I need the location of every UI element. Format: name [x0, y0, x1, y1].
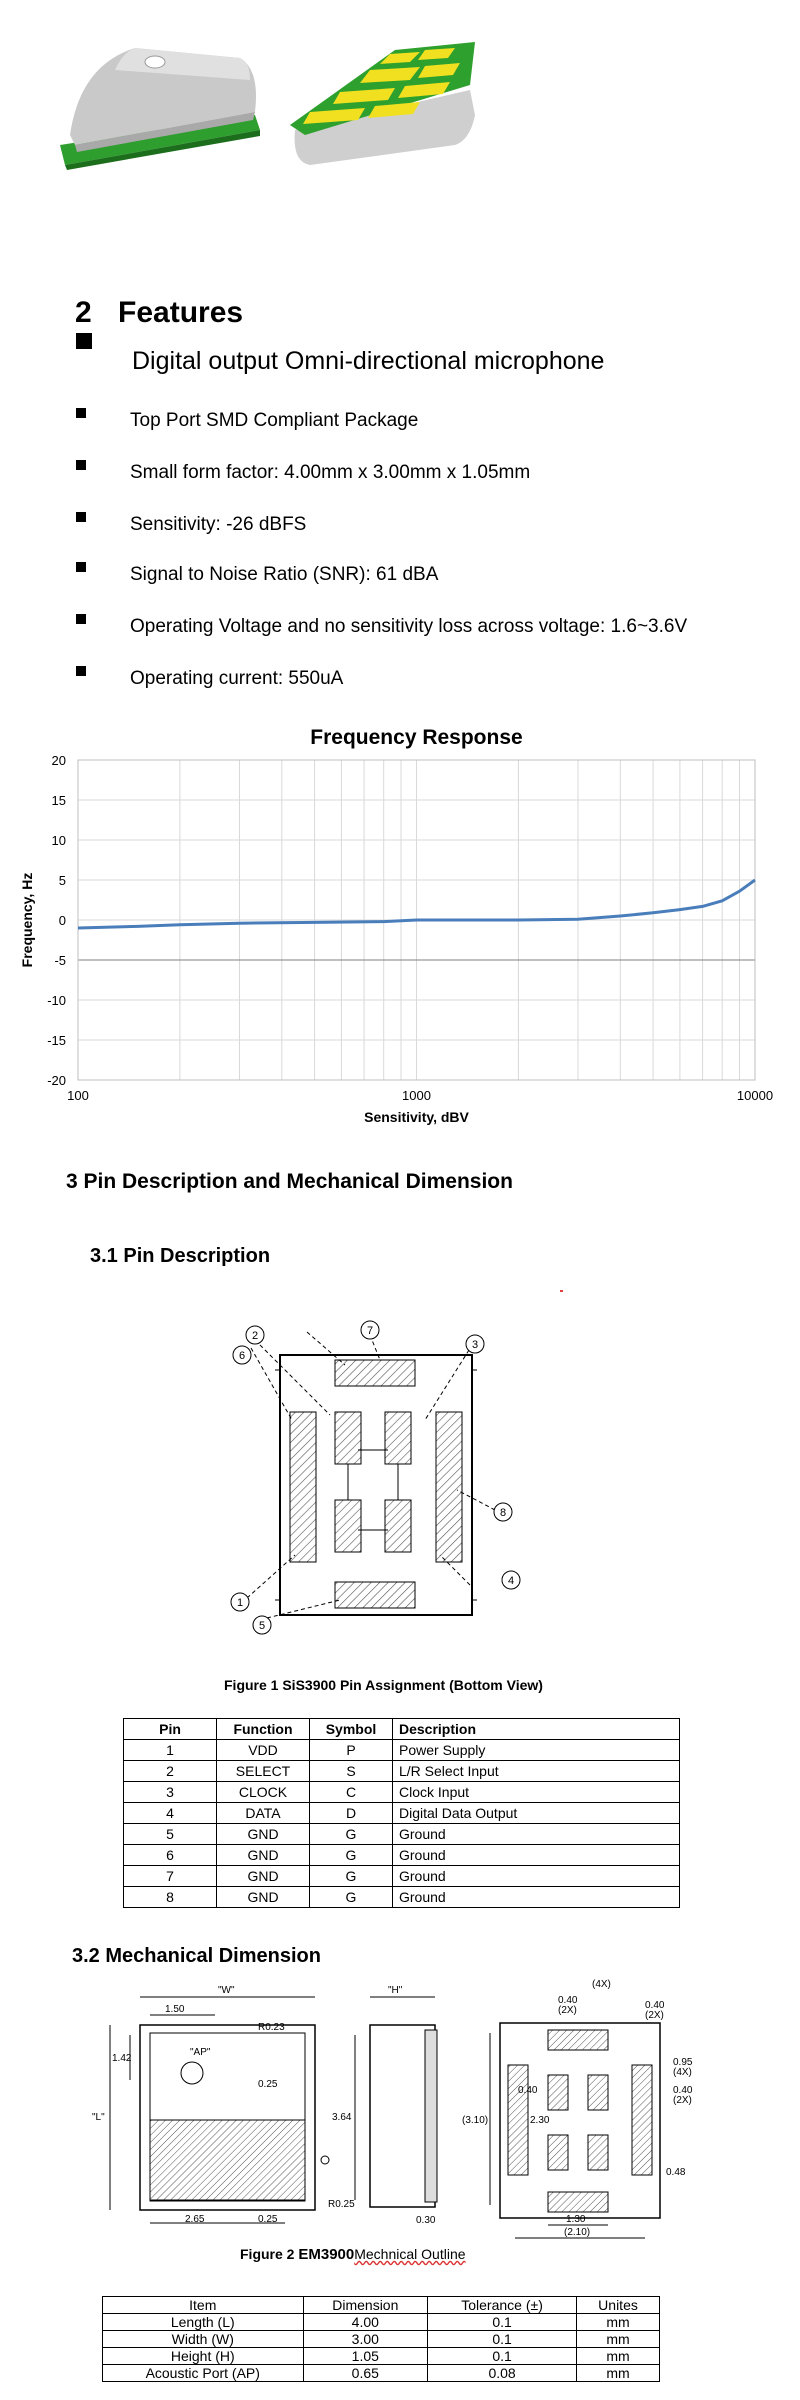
mechanical-outline-drawing: [70, 1975, 710, 2245]
figure1-caption: Figure 1 SiS3900 Pin Assignment (Bottom View): [224, 1677, 543, 1693]
dimension-table: [102, 2296, 660, 2382]
table-cell: Clock Input: [393, 1782, 680, 1803]
y-tick-label: -15: [47, 1033, 66, 1048]
col-function: Function: [217, 1719, 310, 1740]
table-row: [124, 1845, 680, 1866]
mech-label: (4X): [592, 1979, 611, 1990]
table-cell: Length (L): [103, 2314, 304, 2331]
section3-title: 3 Pin Description and Mechanical Dimension: [66, 1170, 513, 1193]
table-cell: G: [310, 1845, 393, 1866]
pin-callout-label: 1: [236, 1597, 244, 1609]
table-cell: 4.00: [303, 2314, 428, 2331]
bullet-icon: [76, 562, 86, 572]
table-cell: D: [310, 1803, 393, 1824]
col-dimension: Dimension: [303, 2297, 428, 2314]
feature-item: Operating Voltage and no sensitivity loss across voltage: 1.6~3.6V: [76, 610, 687, 638]
bullet-icon: [76, 512, 86, 522]
pin-callout-label: 2: [251, 1330, 259, 1342]
table-cell: C: [310, 1782, 393, 1803]
mech-label: (2X): [558, 2005, 577, 2016]
table-row: [124, 1803, 680, 1824]
product-image-top: [55, 40, 260, 175]
col-item: Item: [103, 2297, 304, 2314]
table-cell: Width (W): [103, 2331, 304, 2348]
table-cell: 0.1: [428, 2314, 577, 2331]
table-cell: 7: [124, 1866, 217, 1887]
chart-title: Frequency Response: [310, 726, 523, 749]
table-cell: 3.00: [303, 2331, 428, 2348]
table-cell: mm: [577, 2331, 660, 2348]
bullet-icon: [76, 460, 86, 470]
pin-assignment-diagram: [195, 1300, 565, 1670]
table-cell: G: [310, 1824, 393, 1845]
table-row: [124, 1782, 680, 1803]
table-row: [124, 1824, 680, 1845]
col-unites: Unites: [577, 2297, 660, 2314]
pin-callout-label: 3: [471, 1339, 479, 1351]
table-cell: mm: [577, 2314, 660, 2331]
x-axis-label: Sensitivity, dBV: [364, 1109, 469, 1125]
table-cell: Digital Data Output: [393, 1803, 680, 1824]
mech-label: "L": [92, 2112, 105, 2123]
y-tick-label: 10: [51, 833, 66, 848]
mech-label: 0.30: [416, 2215, 436, 2226]
col-description: Description: [393, 1719, 680, 1740]
table-cell: 0.1: [428, 2331, 577, 2348]
table-cell: Ground: [393, 1887, 680, 1908]
mech-label: 0.40: [645, 2000, 665, 2011]
mech-label: 0.48: [666, 2167, 686, 2178]
table-cell: 0.65: [303, 2365, 428, 2382]
col-tolerance: Tolerance (±): [428, 2297, 577, 2314]
features-number: 2: [75, 296, 92, 329]
table-cell: CLOCK: [217, 1782, 310, 1803]
table-cell: VDD: [217, 1740, 310, 1761]
features-title: Features: [118, 296, 244, 329]
table-cell: Ground: [393, 1845, 680, 1866]
feature-item: Small form factor: 4.00mm x 3.00mm x 1.05mm: [76, 456, 530, 484]
table-cell: 2: [124, 1761, 217, 1782]
pin-callout-label: 8: [499, 1507, 507, 1519]
table-row: [124, 1866, 680, 1887]
table-cell: G: [310, 1866, 393, 1887]
table-row: [103, 2331, 660, 2348]
y-tick-label: 15: [51, 793, 66, 808]
x-tick-label: 100: [67, 1088, 89, 1103]
mech-label: 0.40: [558, 1995, 578, 2006]
mech-label: "H": [388, 1985, 403, 1996]
feature-item: Sensitivity: -26 dBFS: [76, 508, 306, 536]
pin-callout-label: 6: [238, 1350, 246, 1362]
table-header-row: [103, 2297, 660, 2314]
mech-label: R0.23: [258, 2022, 285, 2033]
table-cell: S: [310, 1761, 393, 1782]
table-cell: GND: [217, 1887, 310, 1908]
x-tick-label: 1000: [402, 1088, 431, 1103]
mech-label: "AP": [190, 2047, 211, 2058]
table-header-row: [124, 1719, 680, 1740]
features-heading: [75, 296, 243, 330]
mech-label: 0.95: [673, 2057, 693, 2068]
pin-callout-label: 4: [507, 1575, 515, 1587]
mech-label: 1.30: [566, 2214, 586, 2225]
col-pin: Pin: [124, 1719, 217, 1740]
mech-label: (2X): [673, 2095, 692, 2106]
mechanical-dimension-heading: 3.2 Mechanical Dimension: [72, 1945, 321, 1967]
y-axis-label: Frequency, Hz: [19, 872, 35, 968]
table-row: [124, 1761, 680, 1782]
col-symbol: Symbol: [310, 1719, 393, 1740]
bullet-icon: [76, 408, 86, 418]
mech-label: (4X): [673, 2067, 692, 2078]
table-cell: GND: [217, 1866, 310, 1887]
table-cell: P: [310, 1740, 393, 1761]
pin-callout-label: 7: [366, 1325, 374, 1337]
feature-item: Operating current: 550uA: [76, 662, 343, 690]
mech-label: 0.40: [518, 2085, 538, 2096]
mech-label: (3.10): [462, 2115, 489, 2126]
table-cell: Acoustic Port (AP): [103, 2365, 304, 2382]
pin-callout-label: 5: [258, 1620, 266, 1632]
x-tick-label: 10000: [736, 1088, 774, 1103]
y-tick-label: 5: [58, 873, 66, 888]
table-cell: 6: [124, 1845, 217, 1866]
table-cell: 0.1: [428, 2348, 577, 2365]
table-row: [103, 2314, 660, 2331]
bullet-icon: [76, 333, 92, 349]
product-image-bottom: [270, 40, 480, 170]
mech-label: 3.64: [332, 2112, 352, 2123]
mech-label: 0.25: [258, 2079, 278, 2090]
feature-item: Top Port SMD Compliant Package: [76, 404, 418, 432]
table-cell: 8: [124, 1887, 217, 1908]
y-tick-label: 0: [58, 913, 66, 928]
table-cell: 5: [124, 1824, 217, 1845]
table-row: [124, 1740, 680, 1761]
feature-item: Digital output Omni-directional microphone: [76, 333, 604, 376]
mech-label: "W": [218, 1985, 235, 1996]
table-cell: 1.05: [303, 2348, 428, 2365]
table-row: [103, 2348, 660, 2365]
mech-label: 2.65: [185, 2214, 205, 2225]
frequency-response-chart: [0, 710, 800, 1150]
y-tick-label: 20: [51, 753, 66, 768]
mech-label: 0.40: [673, 2085, 693, 2096]
table-cell: SELECT: [217, 1761, 310, 1782]
table-cell: DATA: [217, 1803, 310, 1824]
y-tick-label: -10: [47, 993, 66, 1008]
table-cell: 3: [124, 1782, 217, 1803]
bullet-icon: [76, 614, 86, 624]
feature-item: Signal to Noise Ratio (SNR): 61 dBA: [76, 558, 438, 586]
pin-table: [123, 1718, 680, 1908]
red-mark: [560, 1290, 563, 1292]
mech-label: R0.25: [328, 2199, 355, 2210]
table-cell: Ground: [393, 1866, 680, 1887]
table-cell: mm: [577, 2348, 660, 2365]
pin-description-heading: 3.1 Pin Description: [90, 1245, 271, 1267]
table-cell: 1: [124, 1740, 217, 1761]
table-cell: Ground: [393, 1824, 680, 1845]
table-cell: 0.08: [428, 2365, 577, 2382]
mech-label: 2.30: [530, 2115, 550, 2126]
y-tick-label: -5: [54, 953, 66, 968]
table-cell: Power Supply: [393, 1740, 680, 1761]
table-cell: GND: [217, 1824, 310, 1845]
table-cell: L/R Select Input: [393, 1761, 680, 1782]
table-row: [103, 2365, 660, 2382]
mech-label: 1.50: [165, 2004, 185, 2015]
bullet-icon: [76, 666, 86, 676]
mech-label: (2.10): [564, 2227, 591, 2238]
mech-label: 1.42: [112, 2053, 132, 2064]
figure2-caption: Figure 2 EM3900Mechnical Outline: [240, 2246, 466, 2263]
table-cell: Height (H): [103, 2348, 304, 2365]
table-cell: mm: [577, 2365, 660, 2382]
table-cell: 4: [124, 1803, 217, 1824]
y-tick-label: -20: [47, 1073, 66, 1088]
table-cell: G: [310, 1887, 393, 1908]
table-row: [124, 1887, 680, 1908]
mech-label: 0.25: [258, 2214, 278, 2225]
mech-label: (2X): [645, 2010, 664, 2021]
table-cell: GND: [217, 1845, 310, 1866]
